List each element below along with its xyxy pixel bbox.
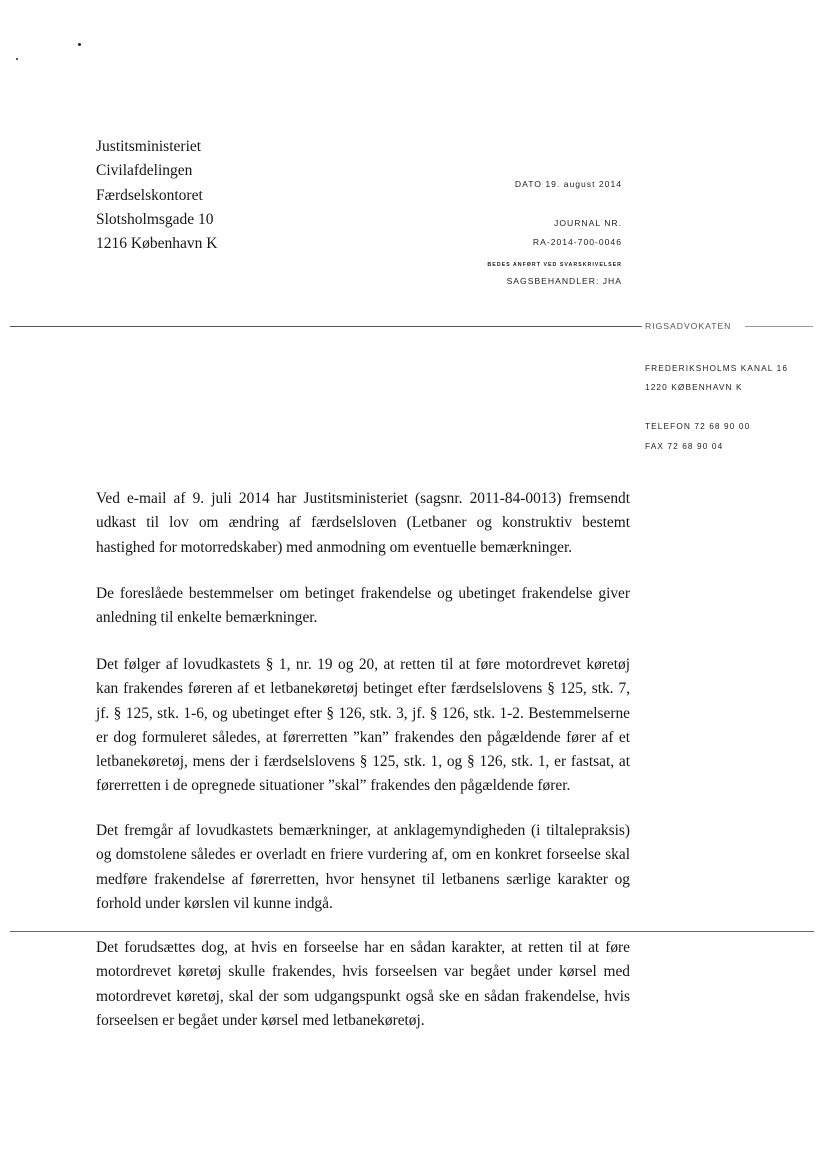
- journal-label: JOURNAL NR.: [554, 218, 622, 228]
- body-paragraph: Det fremgår af lovudkastets bemærkninger, at anklagemyndigheden (i tiltalepraksis) og domstolene således er overladt en friere vurdering af, om en konkret forseelse skal medføre frakendelse af førerretten, hvor hensynet til letbanens særlige karakter og forhold under kørslen vil kunne indgå.: [96, 822, 630, 912]
- body-paragraph: Det forudsættes dog, at hvis en forseelse har en sådan karakter, at retten til at føre motordrevet køretøj skulle frakendes, hvis forseelsen var begået under kørsel med motordrevet køretøj, skal der som udgangspunkt også ske en sådan frakendelse, hvis forseelsen er begået under kørsel med letbanekøretøj.: [96, 939, 630, 1029]
- header-divider-right: [745, 326, 813, 327]
- case-handler: SAGSBEHANDLER: JHA: [506, 276, 622, 286]
- body-paragraph: Ved e-mail af 9. juli 2014 har Justitsministeriet (sagsnr. 2011-84-0013) fremsendt udkast til lov om ændring af færdselsloven (Letbaner og konstruktiv bestemt hastighed for motorredskaber) med anmodning om eventuelle bemærkninger.: [96, 490, 630, 556]
- sender-name: RIGSADVOKATEN: [645, 321, 732, 331]
- sender-fax: FAX 72 68 90 04: [645, 441, 724, 451]
- reference-note: BEDES ANFØRT VED SVARSKRIVELSER: [487, 262, 622, 268]
- body-paragraph: De foreslåede bestemmelser om betinget frakendelse og ubetinget frakendelse giver anledning til enkelte bemærkninger.: [96, 585, 630, 627]
- recipient-line: Justitsministeriet: [96, 138, 202, 155]
- recipient-line: 1216 København K: [96, 235, 218, 253]
- recipient-line: Færdselskontoret: [96, 186, 203, 204]
- journal-number: RA-2014-700-0046: [532, 237, 622, 247]
- letter-date: DATO 19. august 2014: [514, 179, 622, 189]
- header-divider: [10, 326, 642, 327]
- body-paragraph: Det følger af lovudkastets § 1, nr. 19 og 20, at retten til at føre motordrevet køretøj kan frakendes føreren af et letbanekøretøj betinget efter færdselslovens § 125, stk. 7, jf. § 125, stk. 1-6, og ubetinget efter § 126, stk. 3, jf. § 126, stk. 1-2. Bestemmelserne er dog formuleret således, at førerretten ”kan” frakendes den pågældende fører af et letbanekøretøj, mens der i færdselslovens § 125, stk. 1, og § 126, stk. 1, er fastsat, at førerretten i de opregnede situationer ”skal” frakendes den pågældende fører.: [96, 656, 630, 795]
- sender-street: FREDERIKSHOLMS KANAL 16: [645, 363, 789, 373]
- sender-city: 1220 KØBENHAVN K: [645, 382, 743, 392]
- sender-phone: TELEFON 72 68 90 00: [645, 421, 751, 431]
- scan-speck: [78, 43, 81, 46]
- recipient-line: Civilafdelingen: [96, 162, 193, 180]
- recipient-line: Slotsholmsgade 10: [96, 210, 214, 228]
- scan-speck: [16, 58, 18, 60]
- recipient-address: [96, 135, 217, 256]
- fold-divider: [10, 931, 814, 932]
